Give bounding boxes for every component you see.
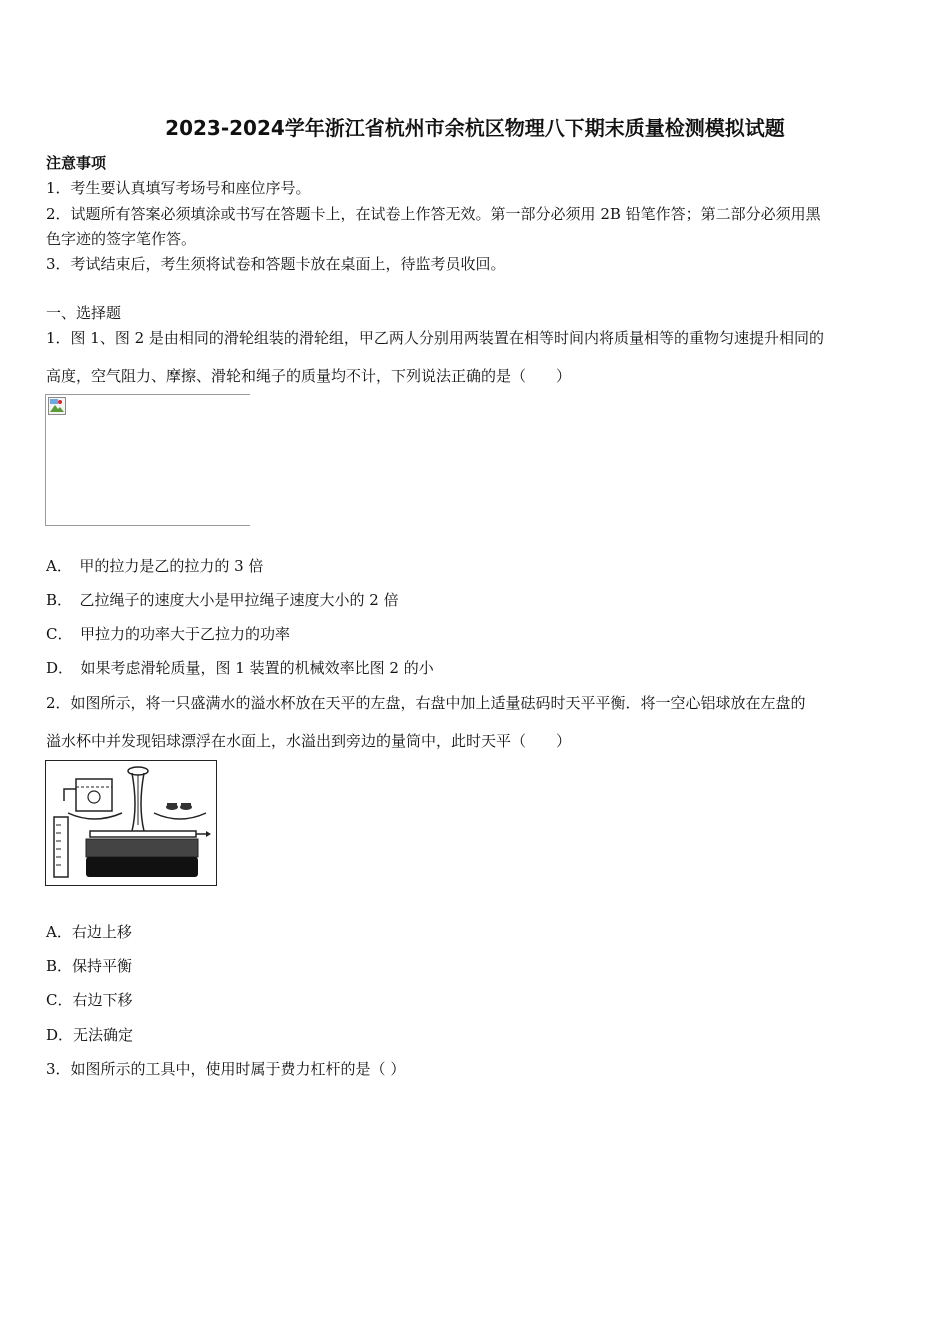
balance-figure <box>45 760 217 886</box>
q1-text-line1: 1．图 1、图 2 是由相同的滑轮组装的滑轮组，甲乙两人分别用两装置在相等时间内将质量相等的重物匀速提升相同的 <box>46 329 824 347</box>
broken-image-icon <box>48 397 66 415</box>
q1-option-c: C． 甲拉力的功率大于乙拉力的功率 <box>46 625 290 643</box>
notice-item-2-cont: 色字迹的签字笔作答。 <box>46 230 197 248</box>
balance-illustration <box>46 761 215 884</box>
page-title: 2023-2024学年浙江省杭州市余杭区物理八下期末质量检测模拟试题 <box>165 116 785 140</box>
q2-text-line1: 2．如图所示，将一只盛满水的溢水杯放在天平的左盘，右盘中加上适量砝码时天平平衡．将一空心铝球放在左盘的 <box>46 694 806 712</box>
notice-item-3: 3．考试结束后，考生须将试卷和答题卡放在桌面上，待监考员收回。 <box>46 255 506 273</box>
notice-item-2: 2．试题所有答案必须填涂或书写在答题卡上，在试卷上作答无效。第一部分必须用 2B 铅笔作答；第二部分必须用黑 <box>46 205 821 223</box>
notice-item-1: 1．考生要认真填写考场号和座位序号。 <box>46 179 311 197</box>
section-heading: 一、选择题 <box>46 304 122 322</box>
q2-option-d: D．无法确定 <box>46 1026 134 1044</box>
q2-text-line2: 溢水杯中并发现铝球漂浮在水面上，水溢出到旁边的量筒中，此时天平（ ） <box>46 732 572 750</box>
q1-figure-placeholder <box>45 394 250 526</box>
q2-option-c: C．右边下移 <box>46 991 133 1009</box>
q1-option-d: D． 如果考虑滑轮质量，图 1 装置的机械效率比图 2 的小 <box>46 659 434 677</box>
q2-option-b: B．保持平衡 <box>46 957 133 975</box>
q1-option-b: B． 乙拉绳子的速度大小是甲拉绳子速度大小的 2 倍 <box>46 591 399 609</box>
q3-text-line1: 3．如图所示的工具中，使用时属于费力杠杆的是（ ） <box>46 1060 406 1078</box>
q1-text-line2: 高度，空气阻力、摩擦、滑轮和绳子的质量均不计，下列说法正确的是（ ） <box>46 367 572 385</box>
notice-heading: 注意事项 <box>46 154 107 172</box>
q1-option-a: A． 甲的拉力是乙的拉力的 3 倍 <box>46 557 264 575</box>
q2-option-a: A．右边上移 <box>46 923 132 941</box>
